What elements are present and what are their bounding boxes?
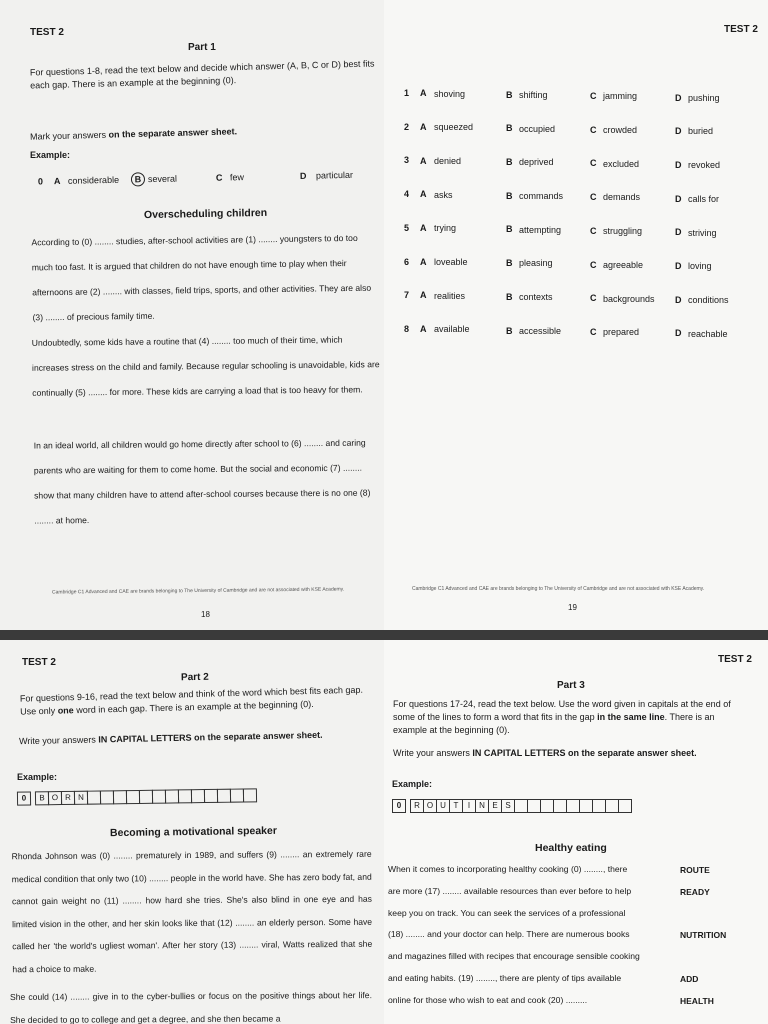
paragraph-2: Undoubtedly, some kids have a routine that (4) ........ too much of their time, which increases stress on the child and family. Because regular schooling is unavoidable, kids are continually (5) ........ for more. These kids are carrying a load that is too heavy for them. [31,334,380,398]
page-number: 19 [568,603,577,612]
letter-d: D [675,126,682,137]
test-label: TEST 2 [22,657,56,668]
answer-box: O [48,791,62,805]
option-row-7 [404,290,754,304]
part-title: Part 2 [180,671,209,684]
example-number: 0 [37,176,44,187]
letter-c: C [590,124,597,135]
option-b: accessible [519,325,562,336]
answer-box [592,799,606,813]
letter-c: C [590,326,597,337]
paragraph-1: According to (0) ........ studies, after-school activities are (1) ........ youngsters to do too much too fast. It is argued that children do not have enough time to play when their afternoons are (2) ........ with classes, field trips, sports, and other activities. They are also (3) ........ of precious family time. [31,232,372,323]
test-label: TEST 2 [718,654,752,665]
instructions: For questions 9-16, read the text below and think of the word which best fits each gap. Use only one word in each gap. There is an example at the beginning (0). [19,684,364,717]
answer-box: U [436,799,450,813]
letter-a: A [420,223,427,234]
answer-box: B [35,791,49,805]
option-row-6 [404,257,754,271]
example-label: Example: [17,772,58,782]
instructions: For questions 1-8, read the text below and decide which answer (A, B, C or D) best fits each gap. There is an example at the beginning (0). [29,58,375,91]
letter-a: A [420,155,427,166]
question-number: 7 [404,290,410,301]
option-row-2 [404,122,754,136]
letter-d: D [675,261,682,272]
option-d: striving [688,227,717,238]
option-b: commands [519,191,564,201]
option-b: contexts [519,292,553,303]
example-number-box: 0 [392,799,406,813]
option-a: realities [434,290,466,301]
letter-b: B [506,291,513,302]
letter-b: B [506,157,513,168]
option-row-5 [404,223,754,237]
option-row-4 [404,189,754,203]
keyword: HEALTH [680,995,714,1006]
part-title: Part 1 [188,42,216,53]
letter-c: C [590,259,597,270]
answer-box: E [488,799,502,813]
letter-a: A [420,121,427,132]
test-label: TEST 2 [30,27,64,38]
answer-box: O [423,799,437,813]
paragraph-3: In an ideal world, all children would go home directly after school to (6) ........ and caring parents who are waiting for them to come home. But the social and economic (7) ........ show that many children have to attend after-school courses because there is no one (8) ........ at home. [33,437,371,526]
answer-box: N [475,799,489,813]
write-instruction: Write your answers IN CAPITAL LETTERS on the separate answer sheet. [18,729,323,747]
letter-d: D [675,159,682,170]
page-part-3 [384,640,768,1024]
question-number: 8 [404,323,410,334]
letter-c: C [590,225,597,236]
example-answer-boxes [17,788,256,805]
question-number: 3 [404,155,410,166]
question-number: 4 [404,189,410,200]
answer-box [605,799,619,813]
page-number: 18 [201,610,210,619]
option-c: agreeable [603,259,644,270]
mark-instruction: Mark your answers on the separate answer sheet. [29,126,238,142]
example-answer-circle: B [131,172,145,186]
example-b: several [147,173,178,185]
paragraph-2: She could (14) ........ give in to the cyber-bullies or focus on the positive things about her life. She decided to go to college and get a degree, and she then became a [9,990,372,1024]
text-title: Healthy eating [535,842,607,854]
letter-a: A [420,256,427,267]
option-b: deprived [519,157,554,168]
page-part-2 [0,640,384,1024]
option-a: denied [434,155,462,166]
letter-a: A [420,290,427,301]
footer: Cambridge C1 Advanced and CAE are brands belonging to The University of Cambridge and are not associated with KSE Academy. [51,586,345,596]
keyword: ADD [680,974,699,984]
option-d: reachable [688,328,728,339]
option-d: revoked [688,160,721,171]
example-label: Example: [392,779,433,789]
letter-c: C [590,293,597,304]
letter-c: C [590,91,597,102]
letter-d: D [675,328,682,339]
footer: Cambridge C1 Advanced and CAE are brands belonging to The University of Cambridge and are not associated with KSE Academy. [412,586,705,592]
keyword: NUTRITION [680,930,727,941]
letter-b: B [506,123,513,134]
letter-d: D [675,227,682,238]
option-c: jamming [603,91,638,102]
letter-d: D [675,294,682,305]
letter-b: B [506,190,513,201]
option-c: excluded [603,158,640,169]
example-d: particular [315,169,354,181]
text-line: (18) ........ and your doctor can help. There are numerous books [388,929,630,940]
option-d: loving [688,261,712,272]
example-row [38,169,368,192]
answer-box [243,788,257,802]
example-c-letter: C [215,172,223,183]
option-a: squeezed [434,122,474,133]
letter-c: C [590,192,597,203]
option-a: shoving [434,88,466,99]
answer-box [618,799,632,813]
question-number: 6 [404,256,410,267]
answer-box [540,799,554,813]
answer-box: R [61,791,75,805]
option-d: buried [688,126,714,137]
example-d-letter: D [299,170,307,181]
question-number: 1 [404,88,410,98]
example-a: considerable [67,174,120,186]
example-number-box: 0 [17,791,31,805]
letter-d: D [675,193,682,204]
letter-b: B [506,325,513,336]
letter-b: B [506,89,513,100]
letter-a: A [420,324,427,335]
answer-box [514,799,528,813]
text-title: Becoming a motivational speaker [109,824,277,840]
answer-box: R [410,799,424,813]
question-number: 5 [404,222,410,233]
write-instruction: Write your answers IN CAPITAL LETTERS on the separate answer sheet. [393,748,697,758]
option-a: trying [434,223,457,234]
answer-box: T [449,799,463,813]
example-label: Example: [30,150,71,160]
letter-b: B [506,224,513,235]
letter-d: D [675,92,682,103]
test-label: TEST 2 [724,24,758,35]
option-c: prepared [603,327,640,338]
text-line: online for those who wish to eat and cook (20) ......... [388,994,588,1005]
answer-box [579,799,593,813]
answer-box: S [501,799,515,813]
example-answer-boxes [392,799,631,813]
keyword: READY [680,886,710,897]
option-d: calls for [688,193,720,204]
option-a: available [434,324,470,335]
example-a-letter: A [53,175,61,187]
option-b: occupied [519,123,556,134]
letter-c: C [590,158,597,169]
text-line: keep you on track. You can seek the services of a professional [388,907,626,918]
option-a: asks [434,189,453,200]
question-number: 2 [404,121,410,132]
answer-box: I [462,799,476,813]
option-b: pleasing [519,258,553,269]
option-row-3 [404,155,754,169]
answer-box [553,799,567,813]
option-c: crowded [603,125,638,135]
example-c: few [229,172,245,183]
option-d: conditions [688,294,729,305]
paragraph-1: Rhonda Johnson was (0) ........ prematurely in 1989, and suffers (9) ........ an extremely rare medical condition that only two (10) ........ people in the world have. She has zero body fat, and cannot gain weight no (11) ........ how hard she tries. She's also blind in one eye and has limited vision in the other, and her skin looks like that (12) ........ an elderly person. Some have called her 'the world's ugliest woman'. After her story (13) ........ viral, Watts realized that she had a choice to make. [11,848,373,974]
option-c: struggling [603,226,643,237]
page-19 [384,0,768,630]
text-line: are more (17) ........ available resources than ever before to help [388,885,632,896]
text-line: and magazines filled with recipes that encourage sensible cooking [388,951,640,962]
option-b: attempting [519,224,562,235]
option-c: demands [603,192,641,203]
letter-b: B [506,258,513,269]
page-18 [0,0,384,630]
answer-box [566,799,580,813]
instructions: For questions 17-24, read the text below. Use the word given in capitals at the end of some of the lines to form a word that fits in the gap in the same line. There is an example at the beginning (0). [393,699,731,735]
answer-box: N [74,791,88,805]
option-row-8 [404,324,754,338]
letter-a: A [420,88,427,99]
option-d: pushing [688,92,720,103]
part-title: Part 3 [557,680,585,691]
keyword: ROUTE [680,865,710,875]
option-c: backgrounds [603,293,655,304]
letter-a: A [420,189,427,200]
text-line: When it comes to incorporating healthy cooking (0) ........, there [388,864,628,874]
text-line: and eating habits. (19) ........, there are plenty of tips available [388,973,622,983]
option-row-1 [404,88,754,102]
option-a: loveable [434,257,468,267]
option-b: shifting [519,89,548,100]
answer-box [527,799,541,813]
text-title: Overscheduling children [143,206,268,222]
